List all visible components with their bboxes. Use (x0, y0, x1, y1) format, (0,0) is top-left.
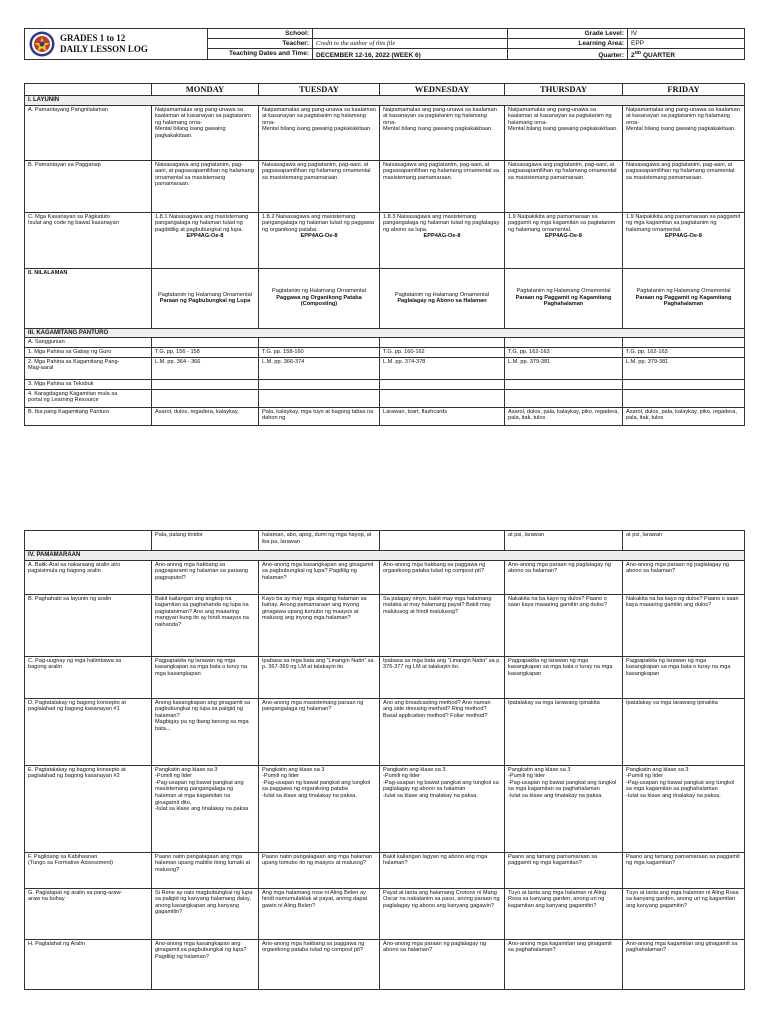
table-cell: Naipamamalas ang pang-unawa sa kaalaman at kasanayan sa pagtatanim ng halamang orna- Mental bilang isang gawaing pagkakakitaan. (623, 105, 745, 160)
header-table (24, 28, 745, 60)
table-cell (152, 379, 259, 389)
table-cell (623, 389, 745, 407)
table-cell (259, 389, 380, 407)
table-row (25, 407, 745, 425)
empty-cell (25, 531, 152, 551)
teacher-value: Credit to the author of this file (313, 39, 508, 49)
table-row (25, 698, 745, 765)
table-cell: Naisasagawa ang pagtatanim, pag-aani, at pagsasapamilihan ng halamang ornamental sa masistemang pamamaraan. (152, 160, 259, 212)
table-cell (505, 389, 623, 407)
learning-area-label: Learning Area: (508, 39, 628, 49)
row-label: 4. Karagdagang Kagamitan mula sa portal ng Learning Resource (25, 389, 152, 407)
kasanayan-text: 1.8.1 Naisasagawa ang masistemang pangangalaga ng halaman tulad ng pagdidilig at pagbubungkal ng lupa. (155, 213, 249, 233)
table-cell: Ano-anong mga paraan ng paglalagay ng abono sa halaman? (623, 560, 745, 594)
table-cell: Payat at lanta ang halamang Crotons ni Mang Oscar na nakatanim sa paso, anong paraan ng paglalagay ng abono ang kanyang gagawin? (380, 888, 505, 939)
table-cell: Pangkatin ang klase sa 3 -Pumili ng lider -Pag-usapan ng bawat pangkat ang tungkol sa mga kagamitan sa paghahalaman -Iulat sa klase ang tinalakay na paksa. (623, 765, 745, 852)
table-cell: Pala, kalaykay, mga tuyo at bagong tabas na dahon ng (259, 407, 380, 425)
section-kagamitan-row (25, 328, 745, 338)
section-kagamitan: III. KAGAMITANG PANTURO (25, 328, 745, 338)
nilalaman-topic: Pagtatanim ng Halamang Ornamental (636, 288, 731, 295)
table-row (25, 105, 745, 160)
empty-cell (505, 338, 623, 348)
table-row (25, 379, 745, 389)
table-row-kasanayan (25, 212, 745, 268)
table-cell: Ano-anong mga masistemang paraan ng pangangalaga ng halaman? (259, 698, 380, 765)
kasanayan-text: 1.9 Naipakikita ang pamamaraan sa paggamit ng mga kagamitan sa pagtatanim ng halamang ornamental. (508, 213, 616, 233)
kasanayan-cell (152, 212, 259, 268)
table-cell: Asarol, dulos, regadera, kalaykay, (152, 407, 259, 425)
grade-level-value: IV (628, 29, 745, 39)
table-row-nilalaman (25, 268, 745, 328)
table-row (25, 357, 745, 379)
kasanayan-code: EPP4AG-Oe-8 (665, 233, 702, 240)
nilalaman-topic: Pagtatanim ng Halamang Ornamental (158, 291, 252, 298)
table-cell: Naisasagawa ang pagtatanim, pag-aani, at pagsasapamilihan ng halamang ornamental sa masistemang pamamaraan. (380, 160, 505, 212)
table-cell: Ano ang broadcasting method? Ano naman ang side dressing method? Ring method? Basal application method? Foliar method? (380, 698, 505, 765)
school-value (313, 29, 508, 39)
table-cell: Ano-anong mga hakbang sa paggawa ng organikong pataba tulad ng compost pit? (380, 560, 505, 594)
day-header-wednesday: WEDNESDAY (380, 84, 505, 96)
continuation-row (25, 531, 745, 551)
table-cell: Naipamamalas ang pang-unawa sa kaalaman at kasanayan sa pagtatanim ng halamang orna- Mental bilang isang gawaing pagkakakitaan. (259, 105, 380, 160)
empty-cell (380, 338, 505, 348)
table-cell: Tuyo at lanta ang mga halaman ni Aling Rosa sa kanyang garden, anong uri ng kagamitan ang kanyang gagamitin? (505, 888, 623, 939)
logo-cell (25, 29, 208, 60)
table-row (25, 852, 745, 888)
kasanayan-code: EPP4AG-Oe-8 (186, 233, 224, 240)
nilalaman-subtopic: Paraan ng Paggamit ng Kagamitang Paghahalaman (635, 294, 732, 308)
table-cell: Tuyo at lanta ang mga halaman ni Aling Rosa sa kanyang garden, anong uri ng kagamitan ang kanyang gagamitin? (623, 888, 745, 939)
table-cell: Ano-anong mga kasangkapan ang ginagamit sa pagbubungkal ng lupa? Pagdilig ng halaman? (152, 939, 259, 989)
row-label: B. Iba pang Kagamitang Panturo (25, 407, 152, 425)
table-cell: L.M. pp. 374-378 (380, 357, 505, 379)
table-cell: Naipamamalas ang pang-unawa sa kaalaman at kasanayan sa pagtatanim ng halamang orna- Mental bilang isang gawaing pagkakakitaan. (505, 105, 623, 160)
table-row (25, 160, 745, 212)
table-cell: Pagpapakita ng larawan ng mga kasangkapan sa mga bata o turay na mga kasangkapan (505, 656, 623, 698)
kasanayan-code: EPP4AG-Oe-8 (300, 233, 338, 240)
sanggunian-label: A. Sanggunian (25, 338, 152, 348)
table-cell: at psi, larawan (505, 531, 623, 551)
table-row (25, 594, 745, 656)
row-label: A. Pamantayang Pangnilalaman (25, 105, 152, 160)
table-cell: L.M. pp. 366-374 (259, 357, 380, 379)
section-nilalaman: II. NILALAMAN (25, 268, 152, 328)
table-cell: Paano natin pangalagaan ang mga halaman upang tumubo ito ng maayos at malusog? (259, 852, 380, 888)
table-cell: Larawan, tsart, flashcards (380, 407, 505, 425)
table-cell: Sa palagay ninyo, bakit may mga halamang mataba at may halamang payat? Bakit may malulusog at hindi malulusog? (380, 594, 505, 656)
table-row (25, 347, 745, 357)
empty-cell (152, 338, 259, 348)
table-cell: Ano-anong mga paraan ng paglalagay ng abono sa halaman? (380, 939, 505, 989)
table-cell: Ipabasa sa mga bata ang “Linangin Natin” sa p. 376-377 ng LM at talakayin ito. (380, 656, 505, 698)
row-label: F. Paglinang sa Kabihasnan (Tungo sa Formative Assessment) (25, 852, 152, 888)
table-cell: Ipatalakay sa mga larawang ipinakita (505, 698, 623, 765)
table-cell: Bakit kailangan lagyan ng abono ang mga halaman? (380, 852, 505, 888)
table-cell: Ano-anong mga kagamitan ang ginagamit sa paghahalaman? (505, 939, 623, 989)
nilalaman-cell (380, 268, 505, 328)
table-cell (380, 379, 505, 389)
row-label: A. Balik-Aral sa nakaraang aralin at/o pagsisimula ng bagong aralin (25, 560, 152, 594)
kasanayan-text: 1.8.3 Naisasagawa ang masistemang pangangalaga ng halaman tulad ng paglalagay ng abono sa lupa. (383, 213, 500, 233)
table-row (25, 656, 745, 698)
table-cell: Asarol, dulos, pala, kalaykay, piko, regadera, pala, itak, tulos (505, 407, 623, 425)
table-cell: Pangkatin ang klase sa 3 -Pumili ng lider -Pag-usapan ng bawat pangkat ang masistemang pangangalaga ng halaman at mga kagamitan na ginagamit dito. -Iulat sa klase ang tinalakay na paksa (152, 765, 259, 852)
table-cell: Naisasagawa ang pagtatanim, pag-aani, at pagsasapamilihan ng halamang ornamental sa masistemang pamamaraan. (505, 160, 623, 212)
table-row (25, 560, 745, 594)
empty-cell (259, 338, 380, 348)
nilalaman-cell (259, 268, 380, 328)
logo-line-2: DAILY LESSON LOG (60, 44, 148, 54)
table-cell: Pangkatin ang klase sa 3 -Pumili ng lider -Pag-usapan ng bawat pangkat ang tungkol sa paglalagay ng abono sa halaman -Iulat sa klase ang tinalakay na paksa. (380, 765, 505, 852)
table-cell: Paano natin pangalagaan ang mga halaman upang mabilis itong lumaki at malusog? (152, 852, 259, 888)
quarter-value (628, 49, 745, 60)
lesson-log-table-page-2 (24, 530, 745, 990)
nilalaman-topic: Pagtatanim ng Halamang Ornamental (272, 288, 366, 295)
nilalaman-subtopic: Paraan ng Pagbubungkal ng Lupa (159, 298, 251, 305)
kasanayan-text: 1.8.2 Naisasagawa ang masistemang pangangalaga ng halaman tulad ng paggawa ng organikong pataba. (262, 213, 374, 233)
nilalaman-subtopic: Paggawa ng Organikong Pataba (Composting) (276, 294, 362, 308)
kasanayan-text: 1.9 Naipakikita ang pamamaraan sa paggamit ng mga kagamitan sa pagtatanim ng halamang ornamental. (626, 213, 741, 233)
row-label: C. Mga Kasanayan sa Pagkatuto Isulat ang code ng bawat kasanayan (25, 212, 152, 268)
section-pamamaraan-row (25, 551, 745, 561)
table-cell: Naipamamalas ang pang-unawa sa kaalaman at kasanayan sa pagtatanim ng halamang orna- Mental bilang isang gawaing pagkakakitaan. (380, 105, 505, 160)
kasanayan-cell (623, 212, 745, 268)
sanggunian-row (25, 338, 745, 348)
table-cell: Pagpapakita ng larawan ng mga kasangkapan sa mga bata o turuy na mga kasangkapan (152, 656, 259, 698)
table-cell (505, 379, 623, 389)
teacher-label: Teacher: (208, 39, 313, 49)
kasanayan-cell (505, 212, 623, 268)
table-cell: L.M. pp. 379-381 (505, 357, 623, 379)
row-label: 1. Mga Pahina sa Gabay ng Guro (25, 347, 152, 357)
table-cell: T.G. pp. 160-162 (380, 347, 505, 357)
table-row (25, 389, 745, 407)
table-cell: Ipabasa sa mga bata ang “Linangin Natin” sa p. 367-369 ng LM at talakayin ito. (259, 656, 380, 698)
row-label: 3. Mga Pahina sa Teksbuk (25, 379, 152, 389)
dates-value: DECEMBER 12-16, 2022 (WEEK 6) (313, 49, 508, 60)
table-cell: Si Rene ay nais magbubungkal ng lupa sa paligid ng kanyang halamang daisy, anong kasangkapan ang kanyang gagamitin? (152, 888, 259, 939)
day-header-row (25, 84, 745, 96)
table-cell: Ipatalakay sa mga larawang ipinakita (623, 698, 745, 765)
section-pamamaraan: IV. PAMAMARAAN (25, 551, 745, 561)
row-label: E. Pagtatalakay ng bagong konsepto at paglalahad ng bagong kasanayan #2 (25, 765, 152, 852)
lesson-log-table-page-1 (24, 83, 745, 426)
row-label: H. Paglalahat ng Aralin (25, 939, 152, 989)
section-layunin-row (25, 96, 745, 106)
table-cell: Naipamamalas ang pang-unawa sa kaalaman at kasanayan sa pagtatanim ng halamang orna- Mental bilang isang gawaing pagkakakitaan. (152, 105, 259, 160)
table-cell: Kayo ba ay may mga alagang halaman sa bahay. Anong pamamaraan ang inyong ginagawa upang tumubo ng maayos at malusog ang inyong mga halaman? (259, 594, 380, 656)
learning-area-value: EPP (628, 39, 745, 49)
kasanayan-code: EPP4AG-Oe-8 (545, 233, 582, 240)
row-label: 2. Mga Pahina sa Kagamitang Pang- Mag-aaral (25, 357, 152, 379)
school-label: School: (208, 29, 313, 39)
table-cell: at psi, larawan (623, 531, 745, 551)
kasanayan-code: EPP4AG-Oe-8 (423, 233, 461, 240)
nilalaman-topic: Pagtatanim ng Halamang Ornamental (516, 288, 611, 295)
table-cell: Paano ang tamang pamamaraan sa paggamit ng mga kagamitan? (505, 852, 623, 888)
nilalaman-subtopic: Paglalagay ng Abono sa Halaman (397, 298, 487, 305)
table-row (25, 939, 745, 989)
table-cell: Pagpapakita ng larawan ng mga kasangkapan sa mga bata o turay na mga kasangkapan (623, 656, 745, 698)
table-cell: T.G. pp. 158-160 (259, 347, 380, 357)
table-cell: Nakakita na ba kayo ng dulos? Paano o saan kaya maaaring gamitin ang dulos? (505, 594, 623, 656)
nilalaman-cell (623, 268, 745, 328)
table-cell: Nakakita na ba kayo ng dulos? Paano o saan kaya maaaring gamitin ang dulos? (623, 594, 745, 656)
table-cell: Bakit kailangan ang angkop na kagamitan sa paghahanda ng lupa na pagtataniman? Ano ang maaaring mangyari kung ito ay hindi maayos na naihanda? (152, 594, 259, 656)
table-cell: Anong kasangkapan ang ginagamit sa pagbubungkal ng lupa sa paligid ng halaman? Magbigay pa ng ibang tanong sa mga bata... (152, 698, 259, 765)
quarter-number: 2 (631, 52, 635, 59)
empty-cell (623, 338, 745, 348)
table-row (25, 765, 745, 852)
table-cell: Pala, palang tinidor (152, 531, 259, 551)
row-label: B. Pamantayan sa Pagganap (25, 160, 152, 212)
quarter-suffix: ND (634, 49, 642, 55)
nilalaman-subtopic: Paraan ng Paggamit ng Kagamitang Paghahalaman (515, 294, 612, 308)
day-header-blank (25, 84, 152, 96)
table-cell: Ano-anong mga paraan ng paglalagay ng abono sa halaman? (505, 560, 623, 594)
grade-level-label: Grade Level: (508, 29, 628, 39)
table-cell: Ang mga halamang rose ni Aling Belen ay hindi namumulaklak at payat, anong dapat gawin ni Aling Belen? (259, 888, 380, 939)
kasanayan-cell (259, 212, 380, 268)
table-cell: Ano-anong mga kagamitan ang ginagamit sa paghahalaman? (623, 939, 745, 989)
row-label: C. Pag-uugnay ng mga halimbawa sa bagong aralin (25, 656, 152, 698)
day-header-monday: MONDAY (152, 84, 259, 96)
row-label: D. Pagtatalakay ng bagong konsepto at paglalahad ng bagong kasanayan #1 (25, 698, 152, 765)
nilalaman-cell (505, 268, 623, 328)
table-cell: Ano-anong mga hakbang sa pagpaparami ng halaman sa paraang pagpuputol? (152, 560, 259, 594)
quarter-label: Quarter: (508, 49, 628, 60)
logo-line-1: GRADES 1 to 12 (60, 33, 126, 43)
table-cell (380, 531, 505, 551)
table-cell: Pangkatin ang klase sa 3 -Pumili ng lider -Pag-usapan ng bawat pangkat ang tungkol sa mga kagamitan sa paghahalaman -Iulat sa klase ang tinalakay na paksa. (505, 765, 623, 852)
table-cell (152, 389, 259, 407)
table-cell: T.G. pp. 156 - 158 (152, 347, 259, 357)
table-cell: Pangkatin ang klase sa 3 -Pumili ng lider -Pag-usapan ng bawat pangkat ang tungkol sa paggawa ng organikong pataba -Iulat sa klase ang tinalakay na paksa. (259, 765, 380, 852)
table-cell (623, 379, 745, 389)
table-cell: L.M. pp. 379-381 (623, 357, 745, 379)
row-label: B. Paghahabi sa layunin ng aralin (25, 594, 152, 656)
kasanayan-cell (380, 212, 505, 268)
row-label: G. Paglalapat ng aralin sa pang-araw- araw na buhay (25, 888, 152, 939)
table-cell: Ano-anong mga kasangkapan ang ginagamit sa pagbubungkal ng lupa? Pagdilig ng halaman? (259, 560, 380, 594)
table-row (25, 888, 745, 939)
table-cell: halaman, abo, apog, dumi ng mga hayop, at iba pa, larawan (259, 531, 380, 551)
nilalaman-cell (152, 268, 259, 328)
table-cell: L.M. pp. 364 - 366 (152, 357, 259, 379)
dates-label: Teaching Dates and Time: (208, 49, 313, 60)
table-cell: Asarol, dulos, pala, kalaykay, piko, regadera, pala, itak, tulos (623, 407, 745, 425)
table-cell: Naisasagawa ang pagtatanim, pag-aani, at pagsasapamilihan ng halamang ornamental sa masistemang pamamaraan. (259, 160, 380, 212)
table-cell: Ano-anong mga hakbang sa paggawa ng organikong pataba tulad ng compost pit? (259, 939, 380, 989)
deped-seal-icon (29, 31, 55, 57)
table-cell (259, 379, 380, 389)
table-cell: T.G. pp. 162-163 (623, 347, 745, 357)
nilalaman-topic: Pagtatanim ng Halamang Ornamental (395, 291, 489, 298)
day-header-thursday: THURSDAY (505, 84, 623, 96)
quarter-word: QUARTER (642, 52, 676, 59)
table-cell (380, 389, 505, 407)
table-cell: Naisasagawa ang pagtatanim, pag-aani, at pagsasapamilihan ng halamang ornamental sa masistemang pamamaraan. (623, 160, 745, 212)
section-layunin: I. LAYUNIN (25, 96, 745, 106)
day-header-friday: FRIDAY (623, 84, 745, 96)
table-cell: Paano ang tamang pamamaraan sa paggamit ng mga kagamitan? (623, 852, 745, 888)
day-header-tuesday: TUESDAY (259, 84, 380, 96)
table-cell: T.G. pp. 162-163 (505, 347, 623, 357)
